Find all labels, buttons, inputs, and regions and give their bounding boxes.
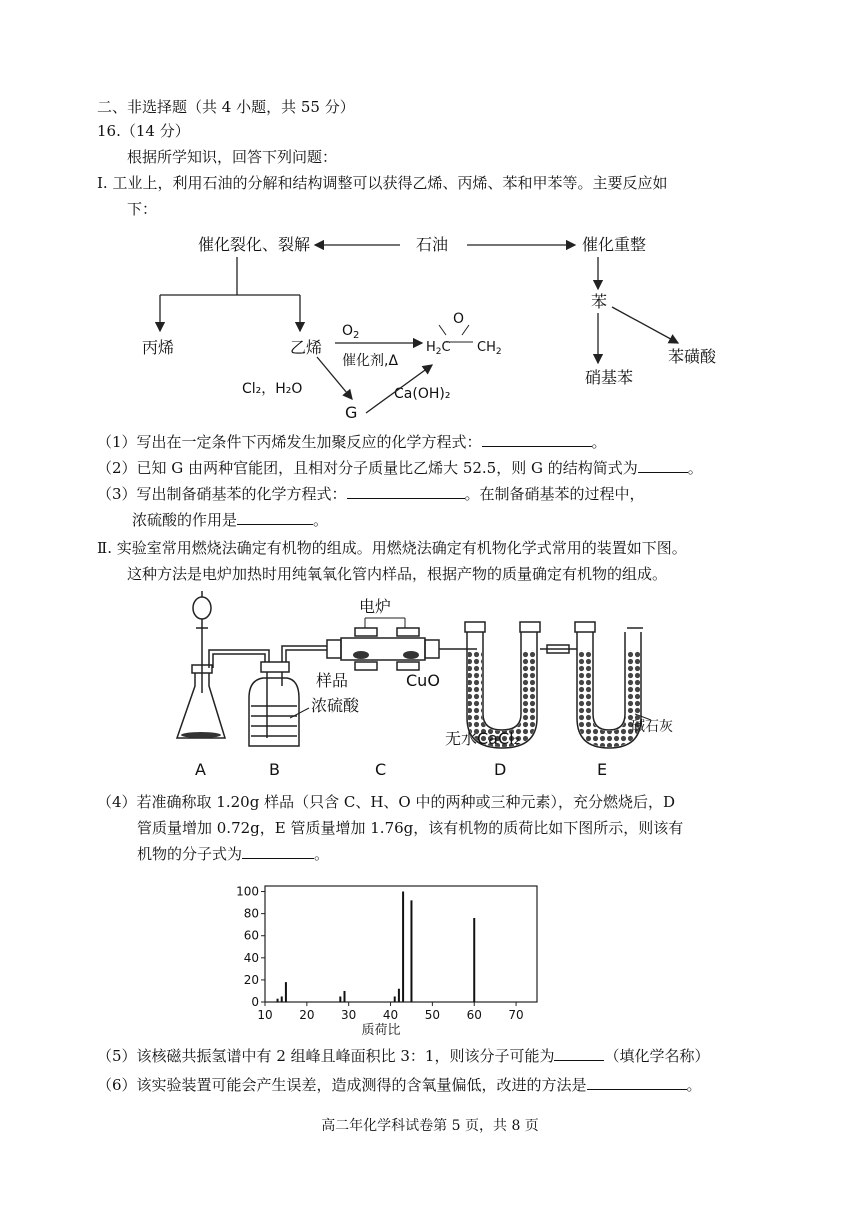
q2-answer-blank[interactable] (638, 458, 688, 473)
scheme-propene: 丙烯 (142, 338, 175, 357)
x-tick-label: 60 (466, 1008, 482, 1022)
reaction-scheme (130, 225, 730, 425)
page-footer: 高二年化学科试卷第 5 页，共 8 页 (321, 1118, 539, 1134)
scheme-crack: 催化裂化、裂解 (198, 235, 311, 254)
scheme-benzene: 苯 (591, 292, 608, 311)
scheme-g: G (345, 403, 358, 422)
scheme-o2: $O_2$ (342, 323, 360, 341)
q4-text-line2: 管质量增加 0.72g，E 管质量增加 1.76g，该有机物的质荷比如下图所示，则该有 (137, 819, 684, 837)
part1-text-line2: 下： (127, 200, 158, 218)
q5-text: （5）该核磁共振氢谱中有 2 组峰且峰面积比 3：1，则该分子可能为 （填化学名称） (97, 1047, 710, 1065)
q3-text-cont: 浓硫酸的作用是 。 (132, 511, 329, 529)
part1-text-line1: Ⅰ. 工业上，利用石油的分解和结构调整可以获得乙烯、丙烯、苯和甲苯等。主要反应如 (97, 174, 668, 192)
label-e: E (597, 760, 608, 779)
epoxide-oxygen: O (453, 311, 465, 327)
scheme-oil: 石油 (416, 235, 449, 254)
question-intro: 根据所学知识，回答下列问题： (127, 148, 338, 166)
q2-text: （2）已知 G 由两种官能团，且相对分子质量比乙烯大 52.5，则 G 的结构简式为 。 (97, 459, 703, 477)
epoxide-ch2: $CH_2$ (477, 340, 502, 357)
apparatus-diagram (165, 588, 685, 783)
label-furnace: 电炉 (359, 597, 392, 616)
scheme-caoh2: Ca(OH)₂ (394, 386, 451, 402)
y-tick-label: 60 (243, 928, 259, 943)
label-c: C (375, 760, 387, 779)
x-tick-label: 10 (257, 1008, 273, 1022)
q3-text: （3）写出制备硝基苯的化学方程式： 。在制备硝基苯的过程中， (97, 485, 645, 503)
x-tick-label: 50 (424, 1008, 441, 1022)
x-tick-label: 30 (341, 1008, 357, 1022)
x-tick-label: 20 (299, 1008, 315, 1022)
y-tick-label: 80 (243, 906, 259, 921)
label-b: B (269, 760, 280, 779)
scheme-cl2-h2o: Cl₂，H₂O (242, 381, 303, 397)
label-cuo: CuO (406, 671, 440, 690)
mass-spectrum-chart (225, 878, 545, 1038)
y-tick-label: 40 (243, 950, 259, 965)
label-cacl2: 无水CaCl₂ (445, 729, 521, 748)
x-tick-label: 70 (508, 1008, 524, 1022)
q4-text-line3: 机物的分子式为 。 (137, 845, 330, 863)
y-tick-label: 0 (251, 995, 259, 1009)
part2-text-line1: Ⅱ. 实验室常用燃烧法确定有机物的组成。用燃烧法确定有机物化学式常用的装置如下图。 (97, 539, 687, 557)
epoxide-h2c: $H_2C$ (426, 340, 451, 357)
x-axis-label: 质荷比 (361, 1023, 401, 1038)
q4-text-line1: （4）若准确称取 1.20g 样品（只含 C、H、O 中的两种或三种元素），充分燃烧后，D (97, 793, 676, 811)
q3-answer-blank-2[interactable] (237, 510, 313, 525)
plot-frame (265, 886, 537, 1002)
q6-answer-blank[interactable] (587, 1075, 687, 1090)
part2-text-line2: 这种方法是电炉加热时用纯氧氧化管内样品，根据产物的质量确定有机物的组成。 (127, 565, 668, 583)
scheme-ethene: 乙烯 (290, 338, 323, 357)
q1-answer-blank[interactable] (482, 432, 592, 447)
scheme-catalyst: 催化剂,Δ (342, 353, 399, 369)
label-sodalime: 碱石灰 (631, 719, 673, 735)
label-sample: 样品 (316, 671, 349, 690)
section-header: 二、非选择题（共 4 小题，共 55 分） (97, 98, 355, 116)
label-a: A (195, 760, 206, 779)
label-h2so4: 浓硫酸 (311, 696, 360, 715)
scheme-reform: 催化重整 (582, 235, 647, 254)
q4-answer-blank[interactable] (242, 844, 314, 859)
y-tick-label: 100 (236, 884, 259, 899)
q3-answer-blank-1[interactable] (347, 484, 465, 499)
q5-answer-blank[interactable] (554, 1046, 604, 1061)
scheme-nitrobenzene: 硝基苯 (585, 368, 634, 387)
y-tick-label: 20 (243, 972, 259, 987)
x-tick-label: 40 (382, 1008, 399, 1022)
scheme-benzenesulfonic: 苯磺酸 (668, 347, 717, 366)
q6-text: （6）该实验装置可能会产生误差，造成测得的含氧量偏低，改进的方法是 。 (97, 1076, 702, 1094)
label-d: D (494, 760, 507, 779)
question-number: 16.（14 分） (97, 122, 190, 140)
q1-text: （1）写出在一定条件下丙烯发生加聚反应的化学方程式： 。 (97, 433, 607, 451)
